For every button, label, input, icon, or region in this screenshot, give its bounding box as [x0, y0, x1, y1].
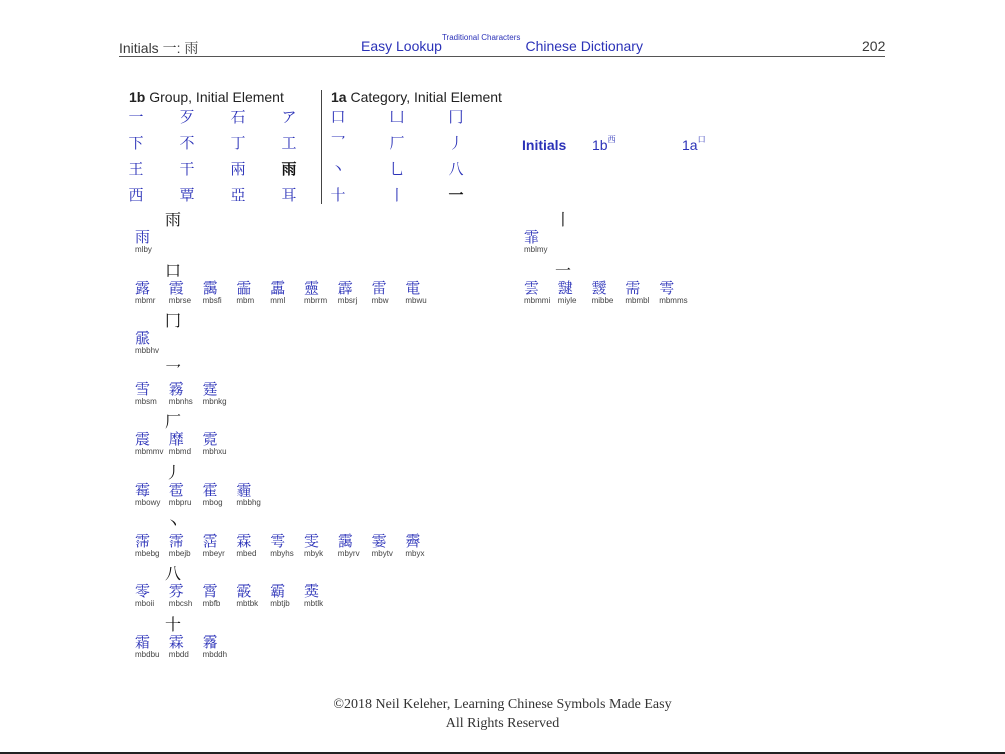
entry-character[interactable]: 霆: [202, 379, 218, 398]
entry-character[interactable]: 雹: [168, 481, 184, 499]
entry-character[interactable]: 霧: [168, 379, 184, 398]
section-heading: 冂: [165, 311, 182, 331]
entry-code: mbcsh: [168, 599, 193, 609]
entry-character[interactable]: 霹: [337, 278, 353, 297]
entry-code: mbyk: [304, 548, 324, 558]
group-grid-cell[interactable]: 下: [128, 134, 144, 152]
legend-1b-sup: 西: [607, 135, 616, 144]
entry-character[interactable]: 霄: [202, 582, 218, 601]
entry-character[interactable]: 露: [135, 278, 151, 297]
legend-1a-sup: 口: [697, 135, 706, 144]
entry-character[interactable]: 霿: [202, 632, 218, 651]
section-heading: 八: [165, 564, 182, 584]
header-left: Initials 一: 雨: [119, 40, 199, 56]
entry-code: mbfb: [202, 599, 221, 609]
entry-character[interactable]: 霸: [270, 582, 286, 601]
entry-code: mbmmi: [524, 295, 551, 305]
entry-code: mbtlk: [304, 599, 324, 609]
entry-code: mbmbl: [625, 295, 650, 305]
page-number: 202: [862, 38, 886, 54]
entry-character[interactable]: 雰: [168, 582, 184, 601]
entry-code: mbeyr: [202, 548, 225, 558]
entry-character[interactable]: 零: [135, 582, 151, 601]
section-heading: 丨: [555, 210, 572, 229]
section-heading: 口: [165, 260, 182, 280]
category-grid-cell[interactable]: 厂: [389, 134, 405, 152]
entry-character[interactable]: 霈: [168, 531, 184, 550]
entry-character[interactable]: 震: [135, 430, 151, 449]
category-grid-cell[interactable]: 乚: [389, 160, 405, 178]
entry-code: mbowy: [135, 498, 161, 507]
category-grid-cell[interactable]: 八: [448, 160, 464, 178]
entry-character[interactable]: 霝: [236, 278, 252, 297]
entry-code: mbnkg: [202, 396, 227, 406]
category-grid-cell[interactable]: 冂: [448, 108, 464, 126]
entry-code: mbrse: [168, 295, 192, 305]
title-superscript: Traditional Characters: [441, 33, 521, 42]
entry-code: mbbhg: [236, 498, 261, 507]
entry-code: mbtbk: [236, 599, 259, 609]
entry-character[interactable]: 靉: [591, 278, 607, 297]
section-heading: 一: [555, 260, 572, 280]
category-grid-cell[interactable]: 凵: [389, 108, 405, 126]
entry-code: mbsrj: [337, 295, 358, 305]
entry-character[interactable]: 雩: [270, 531, 286, 550]
category-grid-cell[interactable]: 十: [330, 186, 346, 204]
legend-1b-label: 1b: [592, 137, 608, 153]
legend-1a-label: 1a: [682, 137, 698, 153]
entry-code: mbw: [371, 295, 389, 305]
category-heading: [331, 89, 502, 105]
group-grid-cell[interactable]: 一: [128, 108, 144, 126]
entry-character[interactable]: 霰: [236, 582, 252, 601]
legend-1b[interactable]: [592, 137, 616, 153]
group-heading: [129, 89, 284, 105]
entry-character[interactable]: 霽: [405, 531, 421, 550]
entry-character[interactable]: 靄: [337, 531, 353, 550]
entry-code: mbddh: [202, 649, 228, 659]
entry-code: mbpru: [168, 498, 192, 507]
header-rule: [119, 56, 885, 57]
entry-code: mbed: [236, 548, 257, 558]
entry-code: mbtjb: [270, 599, 290, 609]
entry-character[interactable]: 霢: [135, 329, 151, 348]
entry-character[interactable]: 霙: [304, 582, 320, 601]
group-grid-cell[interactable]: 雨: [281, 160, 297, 178]
group-grid-cell[interactable]: 西: [128, 186, 144, 204]
entry-character[interactable]: 靈: [304, 278, 320, 297]
entry-character[interactable]: 靡: [168, 430, 184, 449]
entry-code: mbhxu: [202, 447, 227, 457]
book-title: [361, 33, 643, 55]
entry-code: mbebg: [135, 548, 160, 558]
entry-character[interactable]: 霞: [168, 278, 184, 297]
entry-character[interactable]: 靁: [270, 278, 286, 297]
entry-code: mbmms: [659, 295, 688, 305]
entry-character[interactable]: 霖: [236, 531, 252, 550]
entry-character[interactable]: 霉: [135, 481, 151, 499]
entry-code: mbmd: [168, 447, 192, 457]
entry-code: mbdd: [168, 649, 189, 659]
section-heading: 丶: [165, 513, 182, 533]
entry-code: mbmmv: [135, 447, 164, 457]
section-heading: 厂: [165, 412, 182, 432]
group-grid-cell[interactable]: 干: [179, 160, 195, 178]
entry-character[interactable]: 霍: [202, 481, 218, 499]
entry-code: mbmr: [135, 295, 156, 305]
entry-character[interactable]: 霑: [202, 531, 218, 550]
entry-code: mml: [270, 295, 286, 305]
entry-code: mbnhs: [168, 396, 193, 406]
group-grid-cell[interactable]: 王: [128, 160, 144, 178]
entry-code: mbejb: [168, 548, 191, 558]
group-grid-cell[interactable]: 石: [230, 108, 246, 126]
entry-character[interactable]: 雲: [524, 278, 540, 297]
category-grid-cell[interactable]: 一: [448, 186, 464, 204]
entry-code: mbsm: [135, 396, 157, 406]
entry-character[interactable]: 靄: [202, 278, 218, 297]
category-grid-cell[interactable]: 丶: [330, 160, 346, 178]
entry-code: mbyx: [405, 548, 425, 558]
category-grid-cell[interactable]: 口: [330, 108, 346, 126]
entry-code: miyle: [557, 295, 577, 305]
entry-code: mbyrv: [337, 548, 360, 558]
entry-code: mbog: [202, 498, 223, 507]
group-code: 1b: [129, 89, 146, 105]
entry-code: mblmy: [524, 245, 548, 254]
entry-character[interactable]: 雪: [135, 379, 151, 398]
entry-character[interactable]: 雯: [304, 531, 320, 550]
entry-character[interactable]: 霜: [135, 632, 151, 651]
category-text: Category, Initial Element: [350, 89, 502, 105]
entry-code: mlby: [135, 245, 152, 254]
group-grid-cell[interactable]: 丁: [230, 134, 246, 152]
category-code: 1a: [331, 89, 347, 105]
entry-character[interactable]: 靆: [557, 278, 573, 297]
footer-copyright: ©2018 Neil Keleher, Learning Chinese Symbols Made Easy: [333, 697, 672, 712]
entry-code: mibbe: [591, 295, 614, 305]
entry-code: mbytv: [371, 548, 393, 558]
group-grid-cell[interactable]: 工: [281, 134, 297, 152]
legend-initials[interactable]: Initials: [522, 137, 567, 153]
group-grid-cell[interactable]: 不: [179, 134, 195, 152]
section-heading: 雨: [165, 210, 182, 229]
entry-character[interactable]: 雨: [135, 228, 151, 246]
entry-code: mbwu: [405, 295, 427, 305]
section-heading: 乛: [165, 361, 182, 381]
entry-character[interactable]: 霈: [135, 531, 151, 550]
entry-character[interactable]: 電: [405, 278, 421, 297]
entry-character[interactable]: 雷: [371, 278, 387, 297]
legend-1a[interactable]: [682, 137, 706, 153]
group-grid-cell[interactable]: ア: [281, 108, 297, 126]
group-text: Group, Initial Element: [149, 89, 284, 105]
entry-code: mboii: [135, 599, 155, 609]
entry-code: mbm: [236, 295, 255, 305]
group-grid-cell[interactable]: 歹: [179, 108, 195, 126]
category-grid-cell[interactable]: 丿: [448, 134, 464, 152]
section-heading: 十: [165, 614, 182, 634]
group-grid-cell[interactable]: 兩: [230, 160, 246, 178]
entry-character[interactable]: 霏: [524, 228, 540, 246]
entry-character[interactable]: 霓: [202, 430, 218, 449]
category-grid-cell[interactable]: 乛: [330, 134, 346, 152]
entry-character[interactable]: 雩: [659, 278, 675, 297]
group-grid-cell[interactable]: 亞: [230, 186, 246, 204]
footer-rights: All Rights Reserved: [445, 716, 560, 731]
title-main: Easy Lookup: [361, 38, 442, 54]
section-heading: 丿: [165, 463, 182, 482]
entry-code: mbrrm: [304, 295, 328, 305]
group-grid-cell[interactable]: 覃: [179, 186, 195, 204]
entry-character[interactable]: 霖: [168, 632, 184, 651]
entry-code: mbyhs: [270, 548, 294, 558]
title-tail: Chinese Dictionary: [525, 38, 643, 54]
entry-code: mbdbu: [135, 649, 160, 659]
category-grid-cell[interactable]: 丨: [389, 186, 405, 204]
group-grid-cell[interactable]: 耳: [281, 186, 297, 204]
entry-character[interactable]: 霎: [371, 531, 387, 550]
entry-character[interactable]: 需: [625, 278, 641, 297]
entry-code: mbbhv: [135, 346, 160, 356]
entry-character[interactable]: 霾: [236, 481, 252, 499]
entry-code: mbsfi: [202, 295, 222, 305]
